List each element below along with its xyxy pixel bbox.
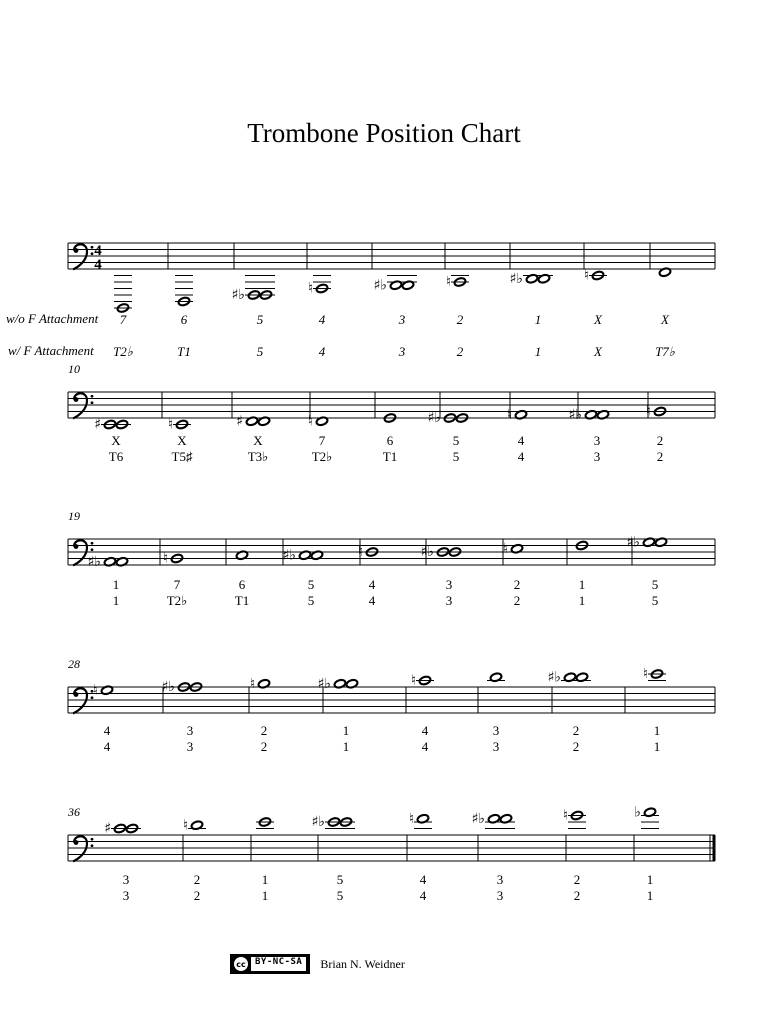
position-with-f: 3 xyxy=(445,593,453,608)
position-with-f: 1 xyxy=(653,739,661,754)
whole-note xyxy=(584,268,607,284)
position-with-f: 4 xyxy=(103,739,111,754)
position-without-f: 1 xyxy=(646,872,654,887)
position-with-f: 1 xyxy=(646,888,654,903)
whole-note xyxy=(374,276,417,294)
position-without-f: 4 xyxy=(368,577,376,592)
position-with-f: 4 xyxy=(318,344,326,359)
position-without-f: 5 xyxy=(336,872,344,887)
accidental-icon: ♯♭ xyxy=(282,547,296,564)
whole-note xyxy=(168,417,191,433)
with-f-attachment-label: w/ F Attachment xyxy=(8,343,94,358)
whole-note xyxy=(312,814,355,830)
accidental-icon: ♮ xyxy=(410,672,416,689)
whole-note xyxy=(507,407,527,423)
position-with-f: T1 xyxy=(234,593,250,608)
position-without-f: 3 xyxy=(186,723,194,738)
accidental-icon: ♮ xyxy=(502,540,508,557)
position-without-f: 7 xyxy=(318,433,326,448)
measure-number: 19 xyxy=(68,509,80,523)
position-without-f: 7 xyxy=(173,577,181,592)
measure-number: 10 xyxy=(68,362,80,376)
bass-clef-icon xyxy=(73,836,93,861)
whole-note xyxy=(409,811,432,829)
staff-system xyxy=(67,804,716,903)
author-name: Brian N. Weidner xyxy=(320,956,405,971)
staff-system xyxy=(68,657,715,754)
whole-note xyxy=(308,413,328,429)
staff-system xyxy=(68,509,715,608)
whole-note xyxy=(256,817,274,829)
position-with-f: 1 xyxy=(578,593,586,608)
position-with-f: 5 xyxy=(256,344,264,359)
accidental-icon: ♮ xyxy=(562,807,568,824)
position-without-f: X xyxy=(111,433,121,448)
bass-clef-icon xyxy=(73,244,93,269)
position-without-f: 3 xyxy=(398,312,406,327)
position-without-f: 2 xyxy=(513,577,521,592)
accidental-icon: ♮ xyxy=(445,274,451,290)
position-with-f: 2 xyxy=(513,593,521,608)
position-with-f: 4 xyxy=(368,593,376,608)
position-without-f: 5 xyxy=(452,433,460,448)
position-without-f: 1 xyxy=(112,577,120,592)
position-without-f: 5 xyxy=(651,577,659,592)
bass-clef-icon xyxy=(73,688,93,713)
whole-note xyxy=(94,417,131,433)
accidental-icon: ♯ xyxy=(94,416,101,433)
position-with-f: T7♭ xyxy=(655,344,675,359)
position-without-f: 4 xyxy=(421,723,429,738)
position-with-f: 3 xyxy=(496,888,504,903)
whole-note xyxy=(308,276,331,297)
position-with-f: T2♭ xyxy=(311,449,333,464)
measure-number: 36 xyxy=(68,805,80,819)
whole-note xyxy=(318,676,359,692)
accidental-icon: ♮ xyxy=(167,416,173,433)
position-without-f: 3 xyxy=(445,577,453,592)
accidental-icon: ♯ xyxy=(104,820,111,837)
position-without-f: 2 xyxy=(656,433,664,448)
position-without-f: 4 xyxy=(103,723,111,738)
position-with-f: 1 xyxy=(342,739,350,754)
whole-note xyxy=(175,276,193,307)
accidental-icon: ♯♭ xyxy=(87,553,101,570)
whole-note xyxy=(232,276,275,304)
whole-note xyxy=(643,666,666,682)
staff-system xyxy=(68,243,715,359)
accidental-icon: ♯♭ xyxy=(471,810,485,827)
position-with-f: T6 xyxy=(108,449,124,464)
position-without-f: 2 xyxy=(572,723,580,738)
position-with-f: T5♯ xyxy=(171,449,193,464)
accidental-icon: ♭ xyxy=(634,804,641,821)
position-without-f: X xyxy=(661,312,669,327)
position-with-f: 2 xyxy=(656,449,664,464)
whole-note xyxy=(446,274,469,290)
position-without-f: 2 xyxy=(456,312,464,327)
whole-note xyxy=(510,271,553,287)
position-with-f: 3 xyxy=(593,449,601,464)
accidental-icon: ♮ xyxy=(162,550,168,567)
position-without-f: 3 xyxy=(492,723,500,738)
accidental-icon: ♮ xyxy=(182,817,188,834)
position-without-f: 1 xyxy=(578,577,586,592)
position-with-f: 2 xyxy=(260,739,268,754)
position-without-f: 1 xyxy=(534,312,542,327)
cc-logo-icon: cc xyxy=(234,957,248,971)
position-without-f: X xyxy=(594,312,602,327)
position-without-f: 4 xyxy=(318,312,326,327)
whole-note xyxy=(250,676,270,692)
without-f-attachment-label: w/o F Attachment xyxy=(6,311,99,326)
whole-note xyxy=(236,413,270,429)
accidental-icon: ♯♭ xyxy=(547,669,561,686)
position-with-f: T1 xyxy=(382,449,398,464)
accidental-icon: ♯♭ xyxy=(311,814,325,830)
accidental-icon: ♯♭ xyxy=(626,534,640,551)
accidental-icon: ♮ xyxy=(583,267,589,284)
position-without-f: 3 xyxy=(122,872,130,887)
position-with-f: 1 xyxy=(112,593,120,608)
time-signature-bottom: 4 xyxy=(94,257,102,273)
position-without-f: 1 xyxy=(653,723,661,738)
staff-system xyxy=(68,362,715,464)
position-with-f: 1 xyxy=(534,344,542,359)
position-with-f: 5 xyxy=(452,449,460,464)
cc-license-badge[interactable] xyxy=(230,954,310,974)
position-without-f: 2 xyxy=(260,723,268,738)
footer xyxy=(230,954,405,974)
position-with-f: T3♭ xyxy=(247,449,269,464)
position-without-f: 6 xyxy=(386,433,394,448)
position-with-f: 5 xyxy=(336,888,344,903)
position-without-f: 5 xyxy=(307,577,315,592)
whole-note xyxy=(569,407,610,423)
accidental-icon: ♯♭ xyxy=(317,675,331,692)
accidental-icon: ♯ xyxy=(236,413,243,430)
accidental-icon: ♮ xyxy=(506,406,512,423)
accidental-icon: ♮ xyxy=(307,280,313,297)
accidental-icon: ♮ xyxy=(249,675,255,692)
position-with-f: X xyxy=(594,344,602,359)
position-with-f: 2 xyxy=(572,739,580,754)
whole-note xyxy=(548,669,591,685)
position-without-f: 3 xyxy=(593,433,601,448)
whole-note xyxy=(93,682,113,698)
whole-note xyxy=(627,534,668,550)
position-with-f: 2 xyxy=(573,888,581,903)
position-with-f: T1 xyxy=(177,344,191,359)
position-without-f: 4 xyxy=(419,872,427,887)
position-without-f: 6 xyxy=(180,312,188,327)
whole-note xyxy=(634,804,659,828)
bass-clef-icon xyxy=(73,393,93,418)
position-without-f: 3 xyxy=(496,872,504,887)
whole-note xyxy=(487,672,505,682)
whole-note xyxy=(411,673,434,689)
accidental-icon: ♯♭ xyxy=(509,270,523,287)
position-with-f: 3 xyxy=(122,888,130,903)
accidental-icon: ♯♭ xyxy=(231,287,245,303)
position-with-f: 4 xyxy=(517,449,525,464)
position-with-f: 4 xyxy=(421,739,429,754)
accidental-icon: ♮ xyxy=(307,413,313,430)
whole-note xyxy=(104,821,141,837)
position-with-f: 5 xyxy=(651,593,659,608)
measure-number: 28 xyxy=(68,657,80,671)
position-with-f: 1 xyxy=(261,888,269,903)
accidental-icon: ♮ xyxy=(357,544,363,560)
position-without-f: X xyxy=(177,433,187,448)
position-with-f: 2 xyxy=(456,344,464,359)
position-with-f: 5 xyxy=(307,593,315,608)
position-with-f: 3 xyxy=(492,739,500,754)
position-without-f: 4 xyxy=(517,433,525,448)
position-with-f: 3 xyxy=(186,739,194,754)
license-text: BY-NC-SA xyxy=(251,957,306,971)
position-without-f: 2 xyxy=(193,872,201,887)
position-with-f: T2♭ xyxy=(113,344,133,359)
whole-note xyxy=(183,817,206,833)
final-barline xyxy=(713,835,716,861)
whole-note xyxy=(88,554,129,570)
accidental-icon: ♯♭ xyxy=(161,679,175,695)
accidental-icon: ♮ xyxy=(408,810,414,827)
whole-note xyxy=(503,541,523,557)
accidental-icon: ♮ xyxy=(642,666,648,682)
accidental-icon: ♯♭ xyxy=(568,406,582,423)
page-title: Trombone Position Chart xyxy=(247,118,521,148)
accidental-icon: ♯♭ xyxy=(420,544,434,560)
position-without-f: 5 xyxy=(256,312,264,327)
accidental-icon: ♮ xyxy=(645,403,651,420)
time-signature-top: 4 xyxy=(94,243,102,259)
position-with-f: 4 xyxy=(419,888,427,903)
position-with-f: T2♭ xyxy=(166,593,188,608)
whole-note xyxy=(283,547,324,563)
position-with-f: 2 xyxy=(193,888,201,903)
position-without-f: 6 xyxy=(238,577,246,592)
whole-note xyxy=(563,808,586,829)
position-with-f: 3 xyxy=(398,344,406,359)
position-without-f: 1 xyxy=(342,723,350,738)
position-without-f: X xyxy=(253,433,263,448)
whole-note xyxy=(114,276,132,314)
whole-note xyxy=(472,811,515,829)
position-without-f: 2 xyxy=(573,872,581,887)
position-without-f: 7 xyxy=(119,312,127,327)
accidental-icon: ♮ xyxy=(92,682,98,699)
position-without-f: 1 xyxy=(261,872,269,887)
accidental-icon: ♯♭ xyxy=(373,277,387,294)
accidental-icon: ♯♭ xyxy=(427,410,441,426)
